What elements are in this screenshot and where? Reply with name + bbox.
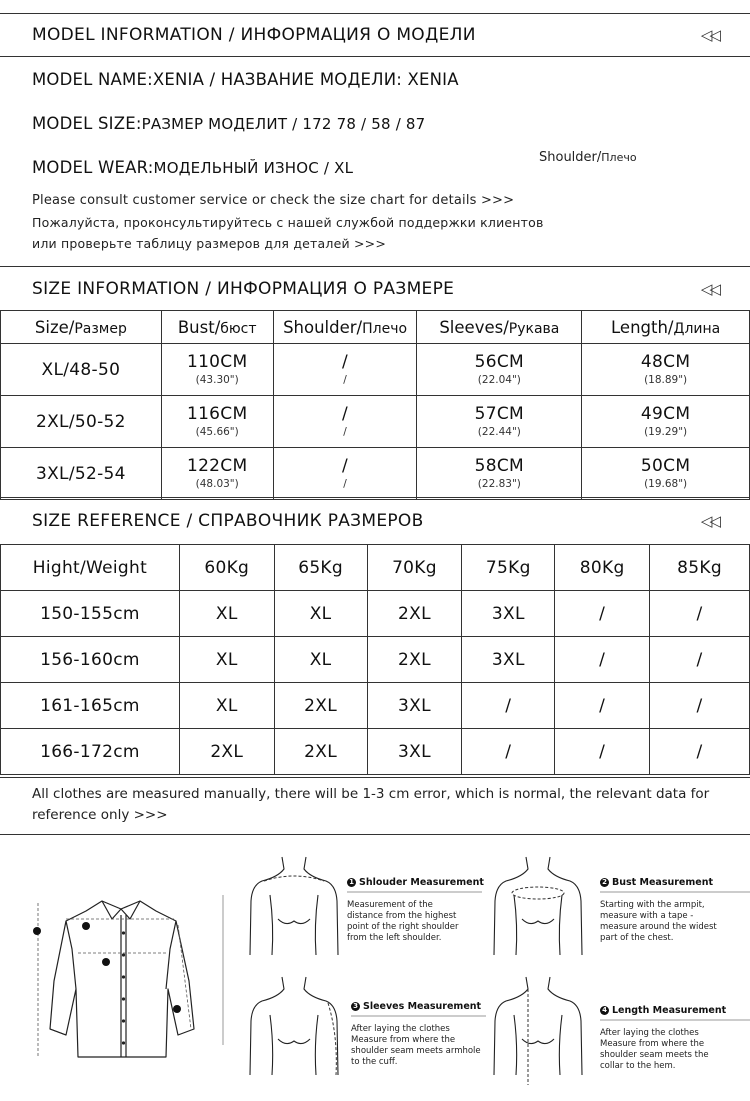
weight-header: 80Kg	[555, 545, 650, 591]
size-reference-table	[0, 544, 750, 775]
column-header-shoulder: Shoulder/Плечо	[273, 311, 417, 344]
height-cell: 150-155cm	[1, 591, 180, 637]
bust-cell: 116CM (45.66")	[161, 396, 273, 448]
table-row	[1, 591, 750, 637]
sleeves-measurement-desc: After laying the clothes Measure from where the shoulder seam meets armhole to the cuff.	[351, 1024, 481, 1067]
size-cell: /	[555, 637, 650, 683]
number-2-badge: 2	[600, 878, 609, 887]
reference-header-row	[1, 545, 750, 591]
size-cell: /	[555, 591, 650, 637]
size-cell: 2XL	[274, 683, 367, 729]
height-weight-header: Hight/Weight	[1, 545, 180, 591]
size-information-table	[0, 310, 750, 500]
shoulder-cell: / /	[273, 448, 417, 500]
model-name-line: MODEL NAME:XENIA / НАЗВАНИЕ МОДЕЛИ: XENIA	[32, 70, 459, 89]
size-cell: /	[555, 683, 650, 729]
size-cell: 3XL/52-54	[1, 448, 162, 500]
length-measurement-title: 4 Length Measurement	[600, 1005, 726, 1016]
size-cell: /	[650, 637, 750, 683]
number-3-badge: 3	[351, 1002, 360, 1011]
consult-note-ru-2: или проверьте таблицу размеров для деталей >>>	[32, 236, 386, 251]
measurement-footnote-section	[0, 777, 750, 834]
model-wear-line: MODEL WEAR:МОДЕЛЬНЫЙ ИЗНОС / XL	[32, 158, 354, 177]
size-reference-title: SIZE REFERENCE / СПРАВОЧНИК РАЗМЕРОВ	[32, 511, 424, 531]
weight-header: 65Kg	[274, 545, 367, 591]
collapse-arrows-icon: ◁◁	[700, 279, 718, 298]
model-size-line: MODEL SIZE:РАЗМЕР МОДЕЛИТ / 172 78 / 58 / 87	[32, 114, 426, 133]
consult-note-ru-1: Пожалуйста, проконсультируйтесь с нашей службой поддержки клиентов	[32, 215, 544, 230]
sleeves-cell: 58CM (22.83")	[417, 448, 582, 500]
weight-header: 70Kg	[367, 545, 462, 591]
bust-underline	[600, 891, 750, 893]
sleeves-cell: 56CM (22.04")	[417, 344, 582, 396]
column-header-sleeves: Sleeves/Рукава	[417, 311, 582, 344]
size-cell: XL	[274, 637, 367, 683]
number-1-badge: 1	[347, 878, 356, 887]
size-cell: 2XL	[367, 637, 462, 683]
table-row	[1, 396, 750, 448]
shoulder-measurement-desc: Measurement of the distance from the highest point of the right shoulder from the left shoulder.	[347, 900, 459, 943]
size-cell: /	[650, 683, 750, 729]
model-size-value: РАЗМЕР МОДЕЛИТ / 172 78 / 58 / 87	[141, 115, 426, 133]
shoulder-label: Shoulder/Плечо	[539, 150, 637, 165]
table-row	[1, 448, 750, 500]
model-information-header	[0, 14, 750, 57]
sleeves-measurement-title: 3 Sleeves Measurement	[351, 1001, 481, 1012]
shirt-measurement-illustration	[26, 889, 201, 1079]
size-cell: /	[650, 729, 750, 775]
sleeves-figure-illustration	[248, 975, 340, 1093]
size-information-section	[0, 266, 750, 497]
size-reference-header	[0, 498, 750, 544]
size-cell: 2XL	[367, 591, 462, 637]
size-information-header	[0, 267, 750, 310]
length-underline	[600, 1019, 750, 1021]
shoulder-figure-illustration	[248, 855, 340, 973]
sleeves-underline	[351, 1015, 486, 1017]
size-cell: 3XL	[462, 637, 555, 683]
model-information-title: MODEL INFORMATION / ИНФОРМАЦИЯ О МОДЕЛИ	[32, 25, 476, 45]
measurement-diagrams-section	[0, 834, 750, 1101]
number-4-badge: 4	[600, 1006, 609, 1015]
column-header-bust: Bust/бюст	[161, 311, 273, 344]
model-wear-value: МОДЕЛЬНЫЙ ИЗНОС / XL	[153, 159, 354, 177]
size-reference-section	[0, 497, 750, 777]
table-row	[1, 729, 750, 775]
length-cell: 50CM (19.68")	[582, 448, 750, 500]
bust-measurement-desc: Starting with the armpit, measure with a tape -measure around the widest part of the chest.	[600, 900, 717, 943]
weight-header: 85Kg	[650, 545, 750, 591]
size-cell: 3XL	[462, 591, 555, 637]
shoulder-cell: / /	[273, 344, 417, 396]
shoulder-cell: / /	[273, 396, 417, 448]
size-cell: /	[462, 729, 555, 775]
shoulder-underline	[347, 891, 482, 893]
table-row	[1, 344, 750, 396]
weight-header: 60Kg	[179, 545, 274, 591]
column-header-length: Length/Длина	[582, 311, 750, 344]
height-cell: 161-165cm	[1, 683, 180, 729]
collapse-arrows-icon: ◁◁	[700, 512, 718, 530]
model-name-value: XENIA / НАЗВАНИЕ МОДЕЛИ: XENIA	[152, 70, 459, 89]
size-cell: XL	[179, 591, 274, 637]
size-cell: XL	[179, 637, 274, 683]
consult-note-en: Please consult customer service or check the size chart for details >>>	[32, 193, 515, 208]
size-cell: 2XL/50-52	[1, 396, 162, 448]
size-cell: 3XL	[367, 683, 462, 729]
size-cell: 2XL	[179, 729, 274, 775]
size-cell: XL	[274, 591, 367, 637]
divider-line	[222, 895, 224, 1045]
size-information-title: SIZE INFORMATION / ИНФОРМАЦИЯ О РАЗМЕРЕ	[32, 278, 455, 299]
bust-cell: 122CM (48.03")	[161, 448, 273, 500]
size-cell: XL/48-50	[1, 344, 162, 396]
size-table-header-row	[1, 311, 750, 344]
shoulder-measurement-title: 1 Shlouder Measurement	[347, 877, 484, 888]
weight-header: 75Kg	[462, 545, 555, 591]
height-cell: 156-160cm	[1, 637, 180, 683]
size-cell: 2XL	[274, 729, 367, 775]
measurement-footnote: All clothes are measured manually, there will be 1-3 cm error, which is normal, the relevant data for reference only >>>	[32, 786, 710, 823]
length-cell: 48CM (18.89")	[582, 344, 750, 396]
column-header-size: Size/Размер	[1, 311, 162, 344]
length-figure-illustration	[492, 975, 584, 1093]
bust-figure-illustration	[492, 855, 584, 973]
bust-measurement-title: 2 Bust Measurement	[600, 877, 713, 888]
table-row	[1, 683, 750, 729]
height-cell: 166-172cm	[1, 729, 180, 775]
size-cell: /	[462, 683, 555, 729]
length-measurement-desc: After laying the clothes Measure from where the shoulder seam meets the collar to the hem.	[600, 1028, 709, 1071]
collapse-arrows-icon: ◁◁	[700, 26, 718, 44]
length-cell: 49CM (19.29")	[582, 396, 750, 448]
table-row	[1, 637, 750, 683]
size-cell: XL	[179, 683, 274, 729]
sleeves-cell: 57CM (22.44")	[417, 396, 582, 448]
size-cell: /	[555, 729, 650, 775]
bust-cell: 110CM (43.30")	[161, 344, 273, 396]
size-cell: /	[650, 591, 750, 637]
size-cell: 3XL	[367, 729, 462, 775]
